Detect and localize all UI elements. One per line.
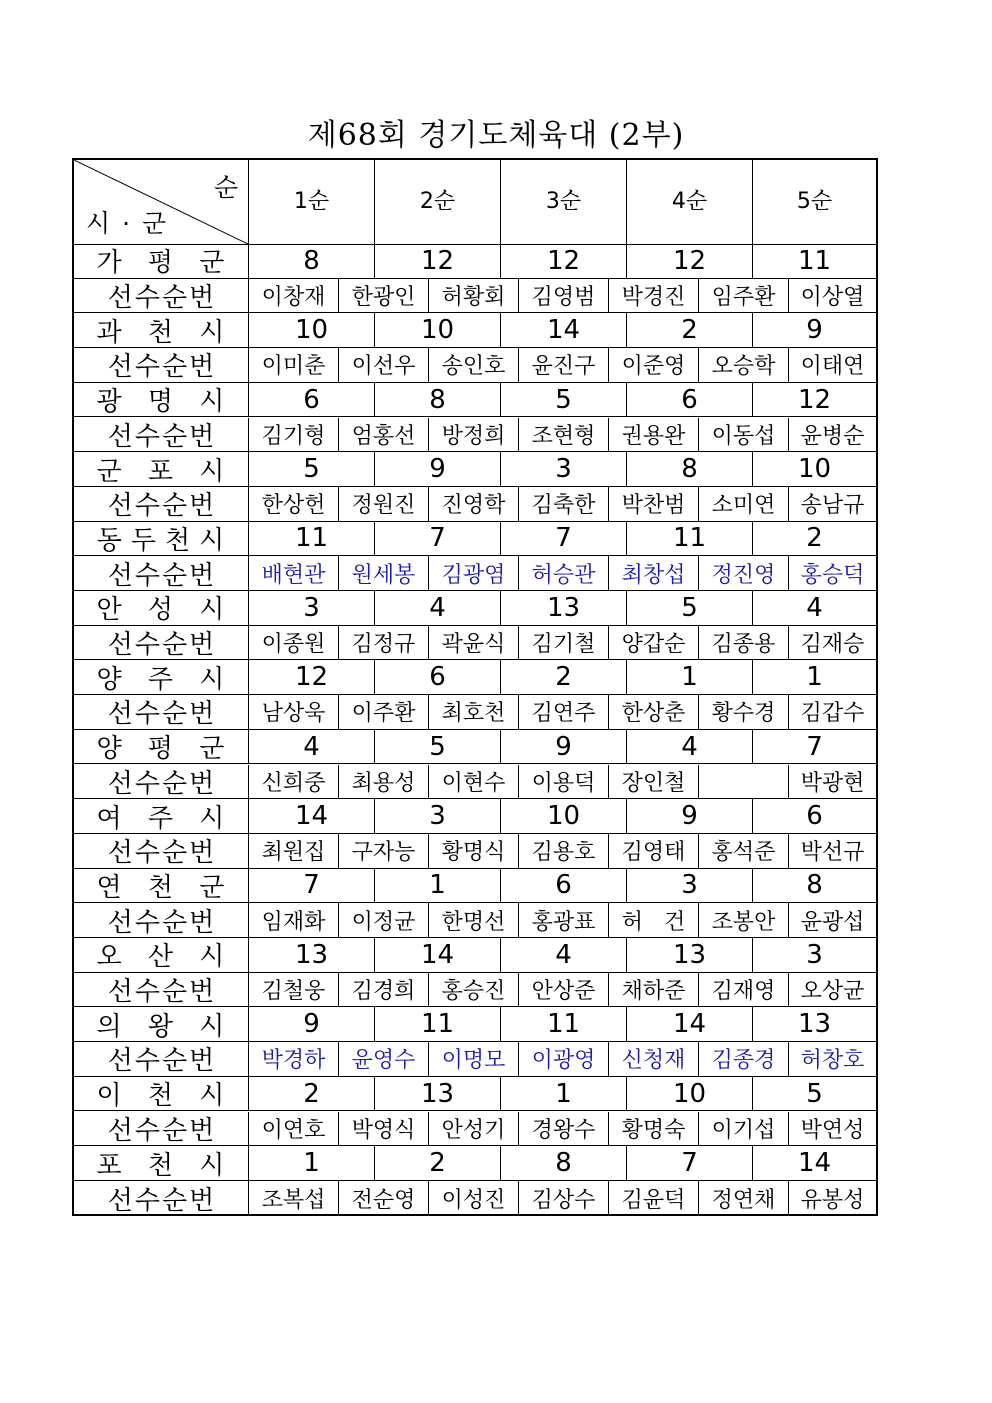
player-name: 김재영 bbox=[698, 973, 788, 1007]
round-2-number: 1 bbox=[374, 869, 500, 903]
player-name: 이연호 bbox=[248, 1112, 338, 1146]
round-header-5: 5순 bbox=[752, 160, 876, 244]
player-name: 임재화 bbox=[248, 903, 338, 937]
team-score-row bbox=[74, 244, 876, 279]
round-3-number: 10 bbox=[500, 799, 626, 833]
player-name: 박경하 bbox=[248, 1042, 338, 1076]
round-5-number: 8 bbox=[752, 869, 876, 903]
round-5-number: 11 bbox=[752, 244, 876, 278]
player-name: 박영식 bbox=[338, 1112, 428, 1146]
round-2-number: 8 bbox=[374, 383, 500, 417]
team-score-row bbox=[74, 522, 876, 557]
corner-cell bbox=[74, 160, 248, 244]
player-name: 이종원 bbox=[248, 626, 338, 660]
player-name: 이태연 bbox=[788, 348, 876, 382]
round-4-number: 13 bbox=[626, 938, 752, 972]
player-name: 이광영 bbox=[518, 1042, 608, 1076]
team-player-row bbox=[74, 834, 876, 869]
player-name: 황명식 bbox=[428, 834, 518, 868]
round-1-number: 9 bbox=[248, 1007, 374, 1041]
player-name: 장인철 bbox=[608, 765, 698, 799]
round-2-number: 6 bbox=[374, 660, 500, 694]
round-header-3: 3순 bbox=[500, 160, 626, 244]
player-name: 허승관 bbox=[518, 556, 608, 590]
player-name: 신희중 bbox=[248, 765, 338, 799]
player-name: 한명선 bbox=[428, 903, 518, 937]
team-player-row bbox=[74, 348, 876, 383]
player-name: 김축한 bbox=[518, 487, 608, 521]
team-score-row bbox=[74, 938, 876, 973]
round-3-number: 9 bbox=[500, 730, 626, 764]
team-player-row bbox=[74, 695, 876, 730]
team-score-row bbox=[74, 730, 876, 765]
player-name: 한상춘 bbox=[608, 695, 698, 729]
player-name: 홍승덕 bbox=[788, 556, 876, 590]
round-header-1: 1순 bbox=[248, 160, 374, 244]
round-2-number: 10 bbox=[374, 313, 500, 347]
team-player-row bbox=[74, 973, 876, 1008]
player-name: 전순영 bbox=[338, 1181, 428, 1216]
player-name: 박연성 bbox=[788, 1112, 876, 1146]
player-name: 송인호 bbox=[428, 348, 518, 382]
player-name: 이정균 bbox=[338, 903, 428, 937]
round-4-number: 12 bbox=[626, 244, 752, 278]
round-5-number: 1 bbox=[752, 660, 876, 694]
player-name: 방정희 bbox=[428, 418, 518, 452]
round-1-number: 2 bbox=[248, 1077, 374, 1111]
player-name: 허황회 bbox=[428, 279, 518, 313]
player-name: 원세봉 bbox=[338, 556, 428, 590]
player-name: 안성기 bbox=[428, 1112, 518, 1146]
player-order-label: 선수순번 bbox=[107, 977, 217, 1008]
player-order-label: 선수순번 bbox=[107, 838, 217, 869]
team-score-row bbox=[74, 452, 876, 487]
round-3-number: 8 bbox=[500, 1146, 626, 1180]
round-2-number: 5 bbox=[374, 730, 500, 764]
player-name: 한상헌 bbox=[248, 487, 338, 521]
player-name: 김기형 bbox=[248, 418, 338, 452]
player-name: 김재승 bbox=[788, 626, 876, 660]
player-name: 허창호 bbox=[788, 1042, 876, 1076]
player-name: 안상준 bbox=[518, 973, 608, 1007]
team-player-row bbox=[74, 626, 876, 661]
round-2-number: 12 bbox=[374, 244, 500, 278]
player-name: 조봉안 bbox=[698, 903, 788, 937]
player-name: 권용완 bbox=[608, 418, 698, 452]
round-5-number: 4 bbox=[752, 591, 876, 625]
round-1-number: 12 bbox=[248, 660, 374, 694]
round-3-number: 1 bbox=[500, 1077, 626, 1111]
round-4-number: 6 bbox=[626, 383, 752, 417]
player-name: 박선규 bbox=[788, 834, 876, 868]
team-score-row bbox=[74, 1077, 876, 1112]
player-name: 김연주 bbox=[518, 695, 608, 729]
player-name: 김영범 bbox=[518, 279, 608, 313]
player-name: 허 건 bbox=[608, 903, 698, 937]
round-4-number: 3 bbox=[626, 869, 752, 903]
team-score-row bbox=[74, 660, 876, 695]
player-name: 신청재 bbox=[608, 1042, 698, 1076]
player-name: 김기철 bbox=[518, 626, 608, 660]
round-4-number: 8 bbox=[626, 452, 752, 486]
round-1-number: 14 bbox=[248, 799, 374, 833]
player-name: 오상균 bbox=[788, 973, 876, 1007]
round-4-number: 9 bbox=[626, 799, 752, 833]
player-name: 김영태 bbox=[608, 834, 698, 868]
player-name: 구자능 bbox=[338, 834, 428, 868]
player-name: 홍승진 bbox=[428, 973, 518, 1007]
round-4-number: 7 bbox=[626, 1146, 752, 1180]
player-name: 김윤덕 bbox=[608, 1181, 698, 1216]
player-order-label: 선수순번 bbox=[107, 768, 217, 799]
round-1-number: 6 bbox=[248, 383, 374, 417]
table-header bbox=[74, 160, 876, 245]
player-name: 박광현 bbox=[788, 765, 876, 799]
player-name: 박경진 bbox=[608, 279, 698, 313]
player-order-label: 선수순번 bbox=[107, 421, 217, 452]
round-5-number: 9 bbox=[752, 313, 876, 347]
player-name: 이주환 bbox=[338, 695, 428, 729]
round-5-number: 2 bbox=[752, 522, 876, 556]
team-score-row bbox=[74, 591, 876, 626]
round-4-number: 11 bbox=[626, 522, 752, 556]
round-4-number: 5 bbox=[626, 591, 752, 625]
player-name: 이준영 bbox=[608, 348, 698, 382]
player-name: 김갑수 bbox=[788, 695, 876, 729]
player-name: 이동섭 bbox=[698, 418, 788, 452]
team-name: 과 천 시 bbox=[96, 317, 234, 348]
player-order-label: 선수순번 bbox=[107, 1046, 217, 1077]
player-name: 배현관 bbox=[248, 556, 338, 590]
round-2-number: 7 bbox=[374, 522, 500, 556]
round-1-number: 11 bbox=[248, 522, 374, 556]
team-name: 여 주 시 bbox=[96, 803, 234, 834]
player-name: 최용성 bbox=[338, 765, 428, 799]
player-order-label: 선수순번 bbox=[107, 907, 217, 938]
round-3-number: 4 bbox=[500, 938, 626, 972]
page-title: 제68회 경기도체육대 (2부) bbox=[307, 118, 685, 153]
player-name: 김종용 bbox=[698, 626, 788, 660]
round-4-number: 1 bbox=[626, 660, 752, 694]
round-3-number: 11 bbox=[500, 1007, 626, 1041]
team-name: 의 왕 시 bbox=[96, 1011, 234, 1042]
team-player-row bbox=[74, 418, 876, 453]
round-5-number: 7 bbox=[752, 730, 876, 764]
round-4-number: 10 bbox=[626, 1077, 752, 1111]
team-player-row bbox=[74, 903, 876, 938]
round-2-number: 2 bbox=[374, 1146, 500, 1180]
round-4-number: 2 bbox=[626, 313, 752, 347]
round-5-number: 13 bbox=[752, 1007, 876, 1041]
player-name: 이상열 bbox=[788, 279, 876, 313]
player-name: 이미춘 bbox=[248, 348, 338, 382]
team-player-row bbox=[74, 1112, 876, 1147]
player-name: 조복섭 bbox=[248, 1181, 338, 1216]
round-5-number: 10 bbox=[752, 452, 876, 486]
player-name: 홍석준 bbox=[698, 834, 788, 868]
player-order-label: 선수순번 bbox=[107, 699, 217, 730]
round-3-number: 14 bbox=[500, 313, 626, 347]
player-name: 정연채 bbox=[698, 1181, 788, 1216]
corner-round-label: 순 bbox=[213, 173, 238, 202]
team-name: 연 천 군 bbox=[96, 872, 234, 903]
player-order-label: 선수순번 bbox=[107, 352, 217, 383]
player-name: 이용덕 bbox=[518, 765, 608, 799]
player-name: 최호천 bbox=[428, 695, 518, 729]
round-2-number: 11 bbox=[374, 1007, 500, 1041]
round-1-number: 13 bbox=[248, 938, 374, 972]
player-name: 이선우 bbox=[338, 348, 428, 382]
round-4-number: 14 bbox=[626, 1007, 752, 1041]
player-name: 유봉성 bbox=[788, 1181, 876, 1216]
round-5-number: 5 bbox=[752, 1077, 876, 1111]
round-3-number: 3 bbox=[500, 452, 626, 486]
player-name bbox=[698, 765, 788, 799]
player-name: 소미연 bbox=[698, 487, 788, 521]
team-score-row bbox=[74, 383, 876, 418]
player-name: 송남규 bbox=[788, 487, 876, 521]
round-3-number: 2 bbox=[500, 660, 626, 694]
player-name: 엄홍선 bbox=[338, 418, 428, 452]
player-name: 최원집 bbox=[248, 834, 338, 868]
team-name: 양 주 시 bbox=[96, 664, 234, 695]
round-1-number: 4 bbox=[248, 730, 374, 764]
round-4-number: 4 bbox=[626, 730, 752, 764]
team-score-row bbox=[74, 1007, 876, 1042]
player-order-label: 선수순번 bbox=[107, 560, 217, 591]
player-name: 이창재 bbox=[248, 279, 338, 313]
team-player-row bbox=[74, 556, 876, 591]
player-name: 이성진 bbox=[428, 1181, 518, 1216]
player-name: 윤진구 bbox=[518, 348, 608, 382]
player-name: 김상수 bbox=[518, 1181, 608, 1216]
player-name: 황명숙 bbox=[608, 1112, 698, 1146]
player-name: 김정규 bbox=[338, 626, 428, 660]
round-header-4: 4순 bbox=[626, 160, 752, 244]
round-5-number: 6 bbox=[752, 799, 876, 833]
player-name: 김경희 bbox=[338, 973, 428, 1007]
team-name: 포 천 시 bbox=[96, 1150, 234, 1181]
player-name: 곽윤식 bbox=[428, 626, 518, 660]
team-player-row bbox=[74, 487, 876, 522]
round-3-number: 5 bbox=[500, 383, 626, 417]
corner-city-label: 시 · 군 bbox=[86, 209, 169, 238]
player-name: 최창섭 bbox=[608, 556, 698, 590]
player-name: 김종경 bbox=[698, 1042, 788, 1076]
team-name: 광 명 시 bbox=[96, 387, 234, 418]
team-score-row bbox=[74, 799, 876, 834]
player-order-label: 선수순번 bbox=[107, 491, 217, 522]
player-name: 오승학 bbox=[698, 348, 788, 382]
team-name: 동두천시 bbox=[96, 525, 234, 556]
player-order-label: 선수순번 bbox=[107, 1185, 217, 1216]
team-name: 오 산 시 bbox=[96, 942, 234, 973]
round-1-number: 3 bbox=[248, 591, 374, 625]
player-name: 윤병순 bbox=[788, 418, 876, 452]
player-name: 남상욱 bbox=[248, 695, 338, 729]
team-score-row bbox=[74, 869, 876, 904]
round-3-number: 12 bbox=[500, 244, 626, 278]
team-player-row bbox=[74, 1042, 876, 1077]
round-1-number: 10 bbox=[248, 313, 374, 347]
player-order-label: 선수순번 bbox=[107, 283, 217, 314]
player-name: 박찬범 bbox=[608, 487, 698, 521]
player-name: 김광염 bbox=[428, 556, 518, 590]
round-2-number: 13 bbox=[374, 1077, 500, 1111]
round-2-number: 3 bbox=[374, 799, 500, 833]
player-name: 정진영 bbox=[698, 556, 788, 590]
round-header-2: 2순 bbox=[374, 160, 500, 244]
player-name: 윤영수 bbox=[338, 1042, 428, 1076]
round-1-number: 1 bbox=[248, 1146, 374, 1180]
player-name: 한광인 bbox=[338, 279, 428, 313]
round-1-number: 8 bbox=[248, 244, 374, 278]
round-2-number: 9 bbox=[374, 452, 500, 486]
round-3-number: 7 bbox=[500, 522, 626, 556]
round-3-number: 13 bbox=[500, 591, 626, 625]
player-name: 양갑순 bbox=[608, 626, 698, 660]
player-name: 황수경 bbox=[698, 695, 788, 729]
team-player-row bbox=[74, 279, 876, 314]
player-name: 채하준 bbox=[608, 973, 698, 1007]
player-name: 이명모 bbox=[428, 1042, 518, 1076]
round-1-number: 5 bbox=[248, 452, 374, 486]
player-name: 진영학 bbox=[428, 487, 518, 521]
team-name: 이 천 시 bbox=[96, 1081, 234, 1112]
player-name: 조현형 bbox=[518, 418, 608, 452]
round-2-number: 4 bbox=[374, 591, 500, 625]
player-name: 홍광표 bbox=[518, 903, 608, 937]
player-name: 이현수 bbox=[428, 765, 518, 799]
round-5-number: 12 bbox=[752, 383, 876, 417]
team-name: 가 평 군 bbox=[96, 248, 234, 279]
team-name: 양 평 군 bbox=[96, 734, 234, 765]
player-name: 임주환 bbox=[698, 279, 788, 313]
team-player-row bbox=[74, 1181, 876, 1216]
round-5-number: 14 bbox=[752, 1146, 876, 1180]
player-name: 김철웅 bbox=[248, 973, 338, 1007]
player-order-label: 선수순번 bbox=[107, 1115, 217, 1146]
player-name: 윤광섭 bbox=[788, 903, 876, 937]
player-name: 이기섭 bbox=[698, 1112, 788, 1146]
round-5-number: 3 bbox=[752, 938, 876, 972]
team-name: 군 포 시 bbox=[96, 456, 234, 487]
round-1-number: 7 bbox=[248, 869, 374, 903]
player-name: 경왕수 bbox=[518, 1112, 608, 1146]
player-name: 김용호 bbox=[518, 834, 608, 868]
round-2-number: 14 bbox=[374, 938, 500, 972]
draw-table bbox=[72, 158, 878, 1216]
team-player-row bbox=[74, 765, 876, 800]
player-order-label: 선수순번 bbox=[107, 630, 217, 661]
round-3-number: 6 bbox=[500, 869, 626, 903]
team-name: 안 성 시 bbox=[96, 595, 234, 626]
team-score-row bbox=[74, 1146, 876, 1181]
team-score-row bbox=[74, 313, 876, 348]
player-name: 정원진 bbox=[338, 487, 428, 521]
